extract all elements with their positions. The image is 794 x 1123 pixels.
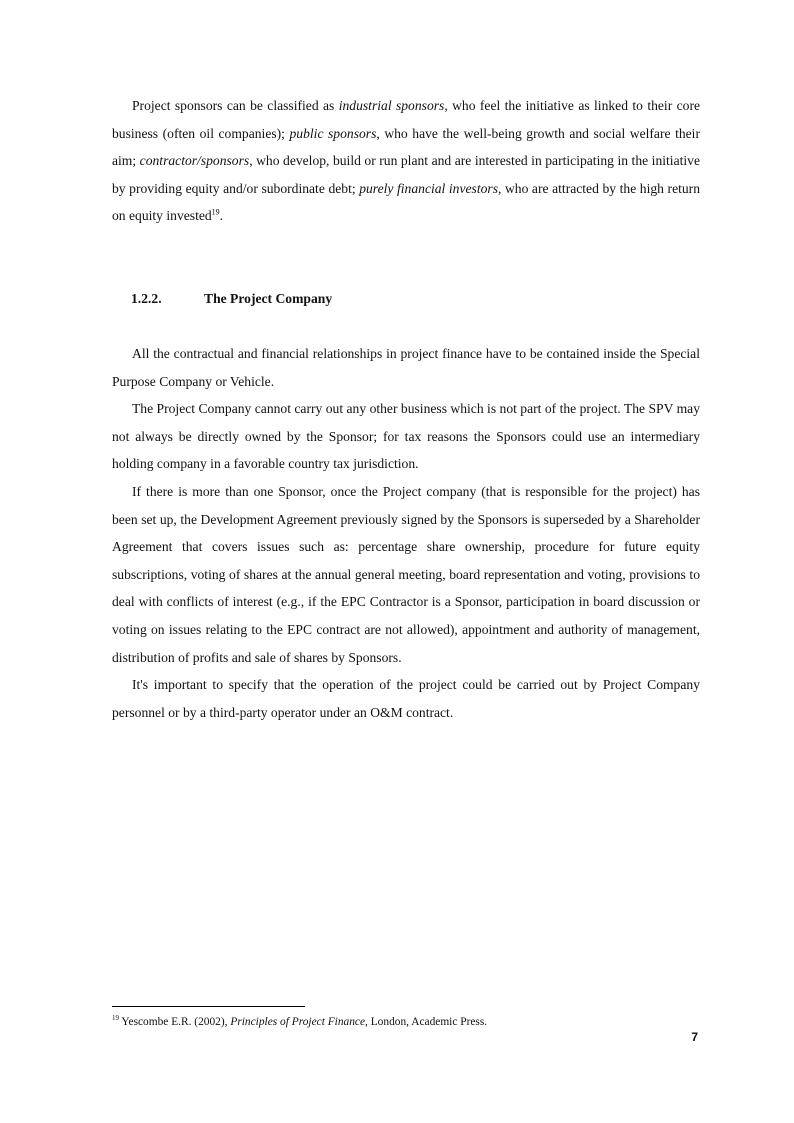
paragraph-text: . <box>219 208 224 224</box>
section-number: 1.2.2. <box>131 291 162 306</box>
paragraph-text: , who have the well-being growth and social welfare their aim; <box>112 125 700 169</box>
paragraph-spv: All the contractual and financial relationships in project finance have to be contained inside the Special Purpose Company or Vehicle. <box>112 346 700 389</box>
paragraph-text: , who feel the initiative as linked to their core business (often oil companies); <box>112 98 701 141</box>
footnote-publisher: , London, Academic Press. <box>365 1016 488 1028</box>
footnote-author: Yescombe E.R. (2002), <box>119 1016 231 1028</box>
footnote-reference[interactable]: 19 <box>211 207 220 217</box>
section-heading <box>131 285 531 313</box>
term-financial-investors: purely financial investors <box>359 180 498 196</box>
section-body <box>112 340 700 726</box>
section-title: The Project Company <box>204 291 333 306</box>
paragraph-text: , who develop, build or run plant and are interested in participating in the initiative by providing equity and/or subordinate debt; <box>112 153 700 196</box>
paragraph-text: , who are attracted by the high return on equity invested <box>112 180 701 224</box>
term-contractor-sponsors: contractor/sponsors <box>139 153 250 169</box>
footnote-number: 19 <box>112 1014 119 1023</box>
footnote-separator <box>112 1006 305 1007</box>
paragraph-sponsor-classification <box>112 92 700 230</box>
footnote-book-title: Principles of Project Finance <box>230 1016 366 1028</box>
paragraph-shareholder-agreement: If there is more than one Sponsor, once the Project company (that is responsible for the project) has been set up, the Development Agreement previously signed by the Sponsors is superseded by a Shareholder Agreement that covers issues such as: percentage share ownership, procedure for future equity subscriptions, voting of shares at the annual general meeting, board representation and voting, provisions to deal with conflicts of interest (e.g., if the EPC Contractor is a Sponsor, participation in board discussion or voting on issues relating to the EPC contract are not allowed), appointment and authority of management, distribution of profits and sale of shares by Sponsors. <box>112 483 700 665</box>
term-public-sponsors: public sponsors <box>289 125 377 141</box>
term-industrial-sponsors: industrial sponsors <box>338 98 445 113</box>
footnote <box>112 1014 712 1030</box>
paragraph-operation: It's important to specify that the operation of the project could be carried out by Project Company personnel or by a third-party operator under an O&M contract. <box>112 677 700 720</box>
paragraph-text: Project sponsors can be classified as <box>132 98 339 113</box>
paragraph-project-company: The Project Company cannot carry out any other business which is not part of the project. The SPV may not always be directly owned by the Sponsor; for tax reasons the Sponsors could use an intermediary holding company in a favorable country tax jurisdiction. <box>112 401 700 472</box>
page-number: 7 <box>691 1030 698 1044</box>
